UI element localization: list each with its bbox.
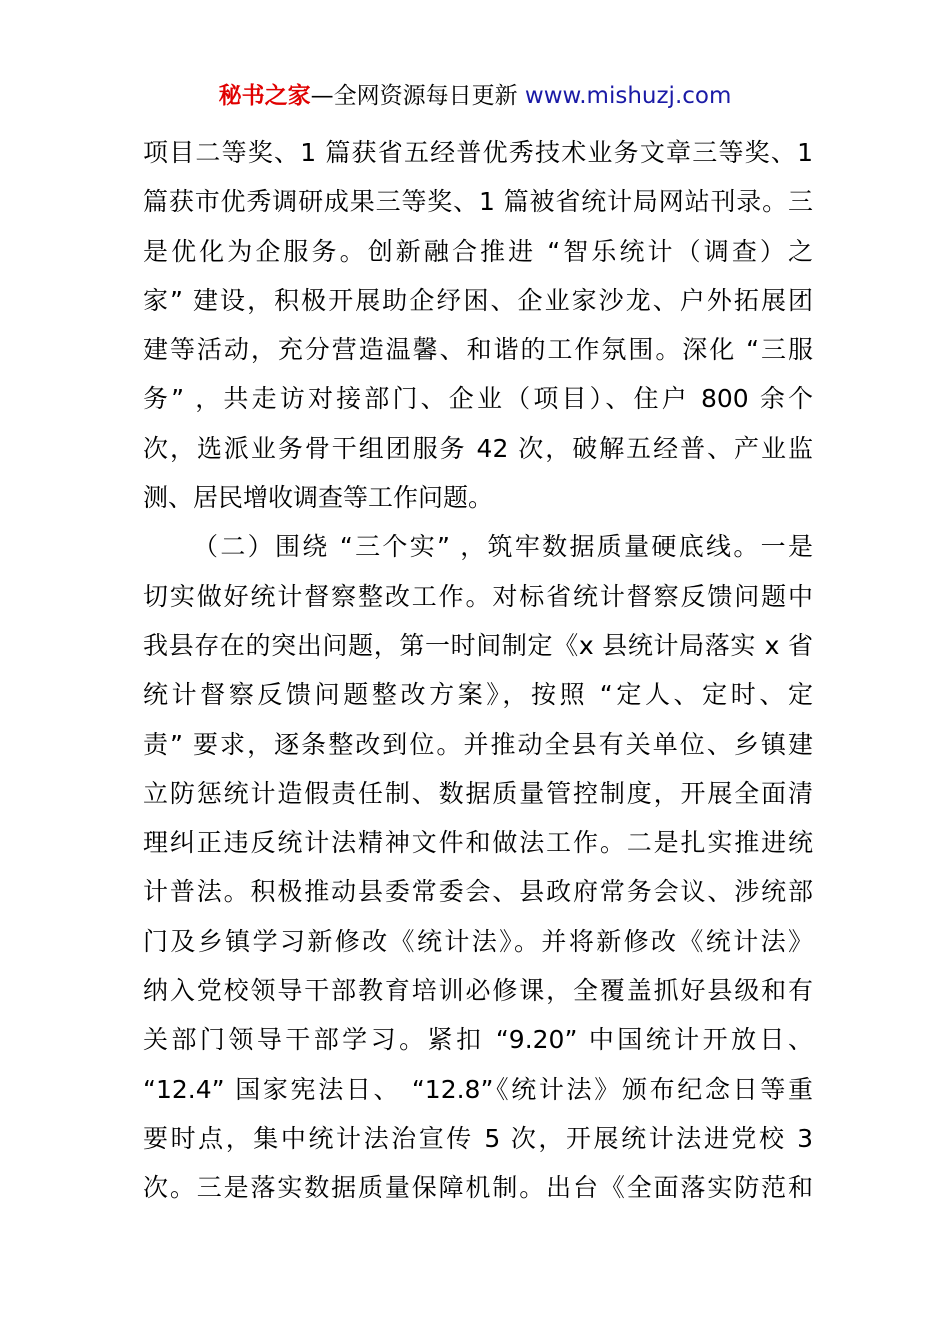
text-line: 项目二等奖、1 篇获省五经普优秀技术业务文章三等奖、1 — [143, 138, 813, 167]
text-line: 我县存在的突出问题，第一时间制定《x 县统计局落实 x 省 — [143, 630, 813, 660]
document-body — [143, 128, 813, 1213]
text-line: “12.4” 国家宪法日、 “12.8”《统计法》颁布纪念日等重 — [143, 1074, 813, 1104]
site-header — [0, 80, 950, 112]
text-line: 要时点，集中统计法治宣传 5 次，开展统计法进党校 3 — [143, 1123, 813, 1153]
text-line: 计普法。积极推动县委常委会、县政府常务会议、涉统部 — [143, 877, 813, 907]
text-line: 责” 要求，逐条整改到位。并推动全县有关单位、乡镇建 — [143, 729, 813, 759]
brand-name: 秘书之家 — [218, 83, 311, 109]
text-line: 切实做好统计督察整改工作。对标省统计督察反馈问题中 — [143, 581, 813, 611]
text-line: 建等活动，充分营造温馨、和谐的工作氛围。深化 “三服 — [143, 335, 813, 365]
text-line: 立防惩统计造假责任制、数据质量管控制度，开展全面清 — [143, 778, 813, 808]
text-line: 务” ，共走访对接部门、企业（项目）、住户 800 余个 — [143, 384, 813, 414]
header-tagline: —全网资源每日更新 — [310, 83, 518, 109]
text-line: 测、居民增收调查等工作问题。 — [143, 483, 494, 513]
text-line: 统计督察反馈问题整改方案》，按照 “定人、定时、定 — [143, 680, 813, 710]
paragraph-heading-line: （二）围绕 “三个实” ，筑牢数据质量硬底线。一是 — [193, 532, 813, 562]
text-line: 家” 建设，积极开展助企纾困、企业家沙龙、户外拓展团 — [143, 285, 813, 315]
text-line: 门及乡镇学习新修改《统计法》。并将新修改《统计法》 — [143, 926, 813, 956]
text-line: 关部门领导干部学习。紧扣 “9.20” 中国统计开放日、 — [143, 1025, 813, 1055]
text-line: 篇获市优秀调研成果三等奖、1 篇被省统计局网站刊录。三 — [143, 187, 813, 217]
text-line: 次。三是落实数据质量保障机制。出台《全面落实防范和 — [143, 1173, 813, 1203]
text-line: 次，选派业务骨干组团服务 42 次，破解五经普、产业监 — [143, 433, 813, 463]
site-url-link[interactable]: www.mishuzj.com — [524, 83, 732, 109]
text-line: 理纠正违反统计法精神文件和做法工作。二是扎实推进统 — [143, 828, 813, 858]
text-line: 纳入党校领导干部教育培训必修课，全覆盖抓好县级和有 — [143, 976, 813, 1006]
text-line: 是优化为企服务。创新融合推进 “智乐统计（调查）之 — [143, 236, 813, 266]
